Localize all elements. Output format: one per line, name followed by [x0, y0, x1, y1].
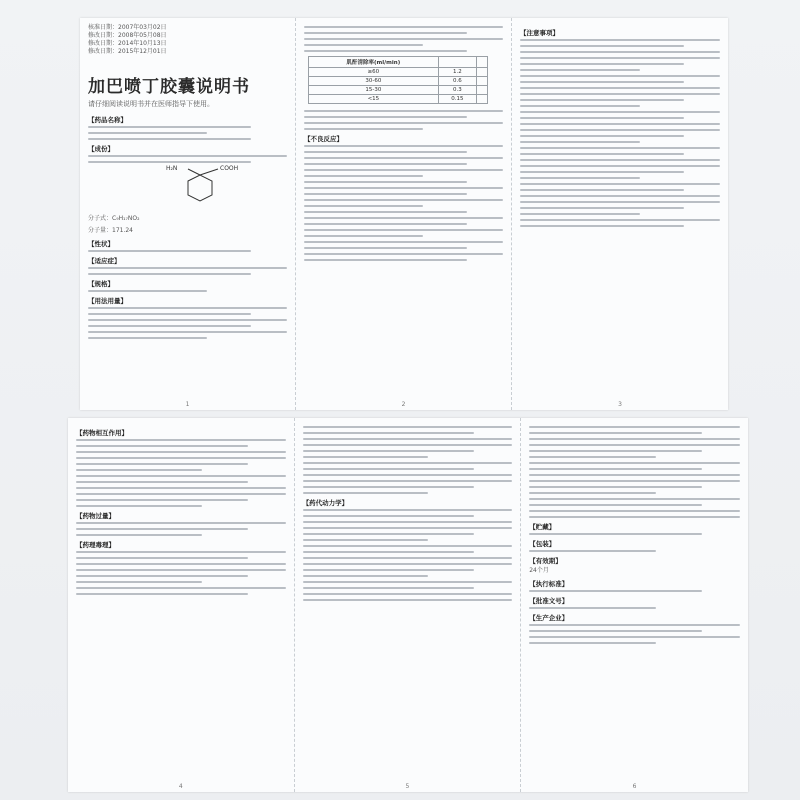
- leaflet-bottom-page: [68, 418, 748, 792]
- section-heading: 【药代动力学】: [302, 499, 349, 507]
- page-number: 1: [185, 401, 190, 408]
- acid-label: COOH: [220, 165, 239, 172]
- column-2: [296, 18, 512, 410]
- revision-date-1: 核准日期：2007年03月02日: [88, 24, 167, 31]
- validity-period: 24个月: [529, 567, 549, 574]
- revision-dates: [88, 24, 287, 56]
- revision-date-3: 修改日期：2014年10月13日: [88, 40, 167, 47]
- document-title: 加巴喷丁胶囊说明书: [88, 77, 250, 97]
- section-heading: 【执行标准】: [529, 580, 569, 588]
- table-row: ≥60 1.2: [309, 68, 488, 77]
- molecular-formula: 分子式：C₉H₁₇NO₂: [88, 215, 140, 222]
- section-heading: 【药理毒理】: [76, 541, 115, 549]
- section-heading: 【包装】: [529, 540, 556, 548]
- column-4: [68, 418, 295, 792]
- section-heading: 【适应症】: [88, 257, 121, 265]
- section-heading: 【药物过量】: [76, 512, 115, 520]
- table-row: <15 0.15: [309, 95, 488, 104]
- document-subtitle: 请仔细阅读说明书并在医师指导下使用。: [88, 100, 214, 108]
- section-heading: 【贮藏】: [529, 523, 556, 531]
- page-number: 6: [632, 783, 637, 790]
- section-heading: 【规格】: [88, 280, 114, 288]
- section-heading: 【药物相互作用】: [76, 429, 128, 437]
- section-heading: 【性状】: [88, 240, 114, 248]
- page-number: 5: [405, 783, 410, 790]
- column-3: [512, 18, 728, 410]
- revision-date-4: 修改日期：2015年12月01日: [88, 48, 167, 55]
- table-header: 肌酐清除率(ml/min): [309, 57, 439, 68]
- section-heading: 【成份】: [88, 145, 114, 153]
- column-6: [521, 418, 748, 792]
- table-header: [438, 57, 476, 68]
- section-heading: 【批准文号】: [529, 597, 569, 605]
- cyclohexane-diagram: [148, 167, 268, 211]
- section-heading: 【用法用量】: [88, 297, 127, 305]
- section-heading: 【药品名称】: [88, 116, 127, 124]
- column-5: [295, 418, 522, 792]
- leaflet-top-page: [80, 18, 728, 410]
- page-number: 3: [618, 401, 622, 408]
- table-row: 15-30 0.3: [309, 86, 488, 95]
- column-1: [80, 18, 296, 410]
- section-heading: 【有效期】: [529, 557, 562, 565]
- page-number: 4: [178, 783, 183, 790]
- section-heading: 【注意事项】: [520, 29, 559, 37]
- dosage-table: [308, 56, 488, 104]
- molecular-weight: 分子量：171.24: [88, 227, 133, 234]
- section-heading: 【不良反应】: [304, 135, 343, 143]
- amine-label: H₂N: [166, 165, 178, 172]
- revision-date-2: 修改日期：2008年05月08日: [88, 32, 167, 39]
- table-row: 30-60 0.6: [309, 77, 488, 86]
- table-header: [476, 57, 487, 68]
- structural-formula: [148, 167, 268, 211]
- section-heading: 【生产企业】: [529, 614, 569, 622]
- page-number: 2: [401, 401, 406, 408]
